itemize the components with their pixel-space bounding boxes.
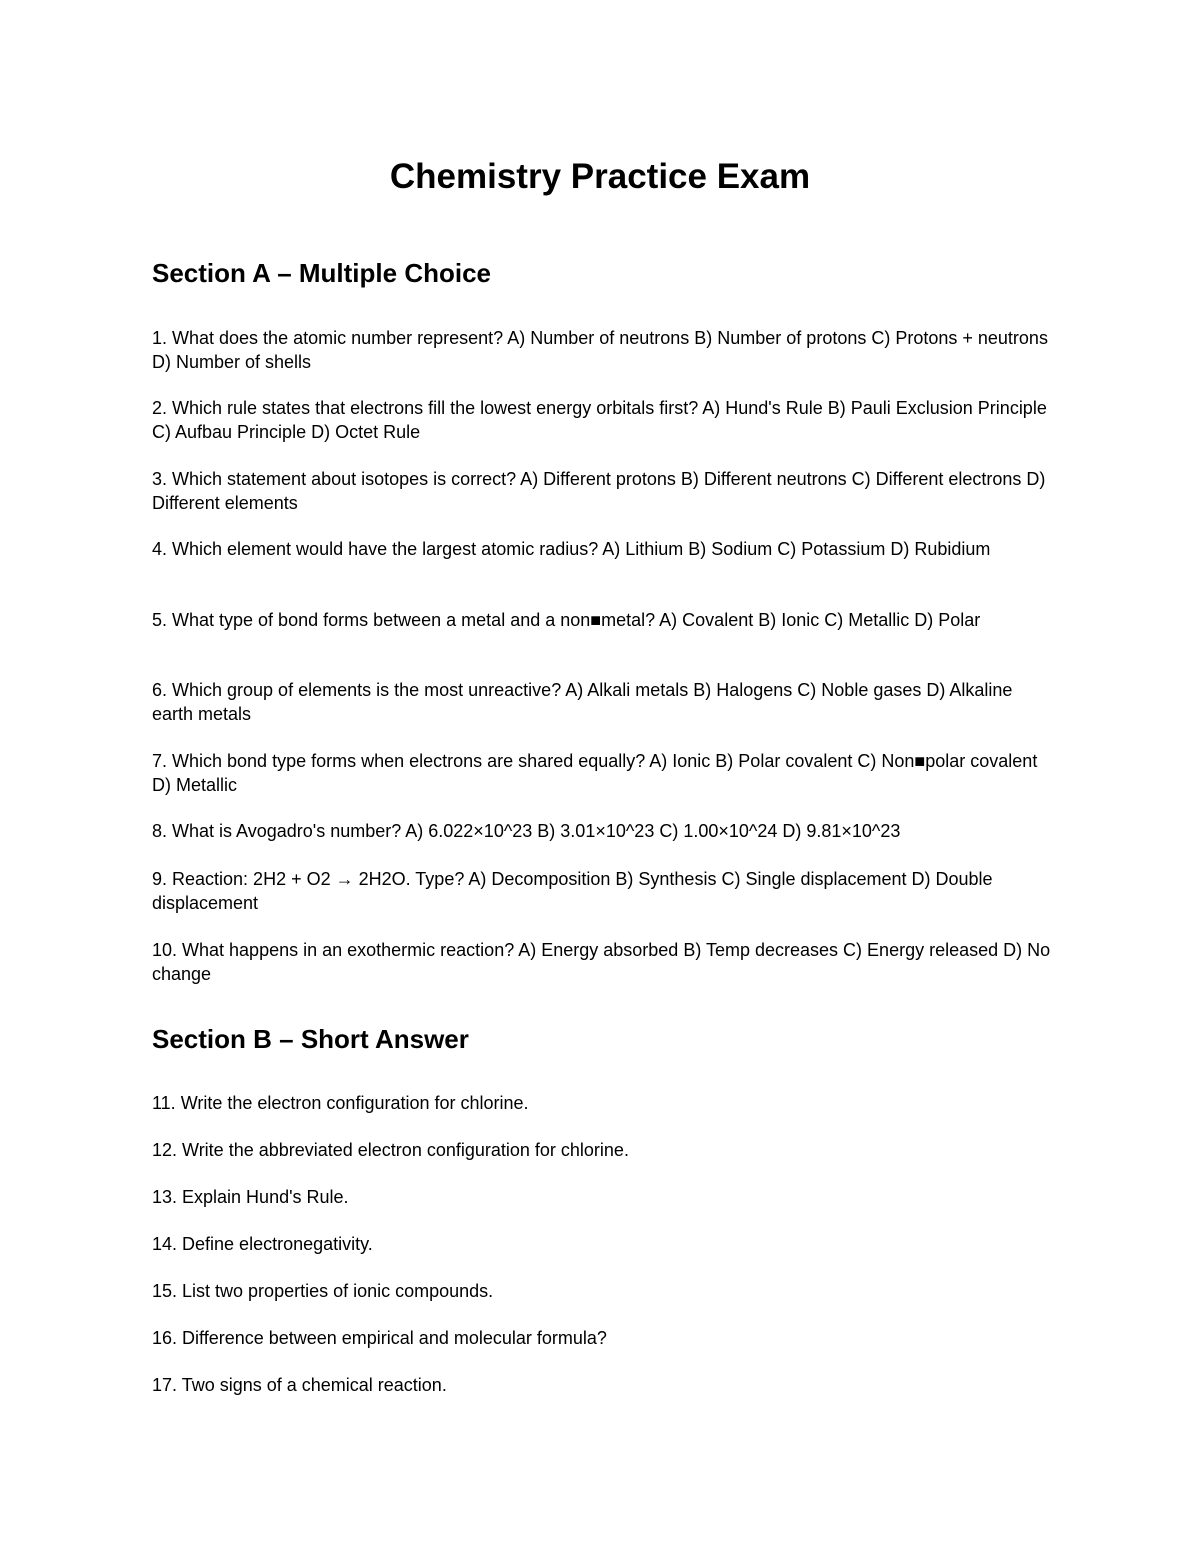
question-8: 8. What is Avogadro's number? A) 6.022×10^23 B) 3.01×10^23 C) 1.00×10^24 D) 9.81×10^23 — [152, 821, 901, 841]
question-17: 17. Two signs of a chemical reaction. — [152, 1375, 447, 1395]
question-12: 12. Write the abbreviated electron configuration for chlorine. — [152, 1140, 629, 1160]
question-15: 15. List two properties of ionic compounds. — [152, 1281, 494, 1301]
question-1: 1. What does the atomic number represent? A) Number of neutrons B) Number of protons C) Protons + neutrons D) Number of shells — [152, 328, 1048, 372]
question-4: 4. Which element would have the largest atomic radius? A) Lithium B) Sodium C) Potassium D) Rubidium — [152, 539, 991, 559]
question-10: 10. What happens in an exothermic reaction? A) Energy absorbed B) Temp decreases C) Energy released D) No change — [152, 940, 1051, 984]
question-6: 6. Which group of elements is the most unreactive? A) Alkali metals B) Halogens C) Noble gases D) Alkaline earth metals — [152, 680, 1013, 724]
question-2: 2. Which rule states that electrons fill the lowest energy orbitals first? A) Hund's Rule B) Pauli Exclusion Principle C) Aufbau Principle D) Octet Rule — [152, 398, 1047, 442]
section-a-heading: Section A – Multiple Choice — [152, 258, 492, 288]
question-7: 7. Which bond type forms when electrons are shared equally? A) Ionic B) Polar covalent C) Non■polar covalent D) Metallic — [152, 751, 1038, 795]
question-9: 9. Reaction: 2H2 + O2 → 2H2O. Type? A) Decomposition B) Synthesis C) Single displacement D) Double displacement — [152, 869, 993, 913]
question-13: 13. Explain Hund's Rule. — [152, 1187, 349, 1207]
question-11: 11. Write the electron configuration for chlorine. — [152, 1093, 529, 1113]
question-5: 5. What type of bond forms between a metal and a non■metal? A) Covalent B) Ionic C) Metallic D) Polar — [152, 610, 981, 630]
section-b-heading: Section B – Short Answer — [152, 1024, 469, 1054]
page-title: Chemistry Practice Exam — [389, 157, 811, 196]
question-3: 3. Which statement about isotopes is correct? A) Different protons B) Different neutrons C) Different electrons D) Different elements — [152, 469, 1046, 513]
question-14: 14. Define electronegativity. — [152, 1234, 373, 1254]
question-16: 16. Difference between empirical and molecular formula? — [152, 1328, 607, 1348]
